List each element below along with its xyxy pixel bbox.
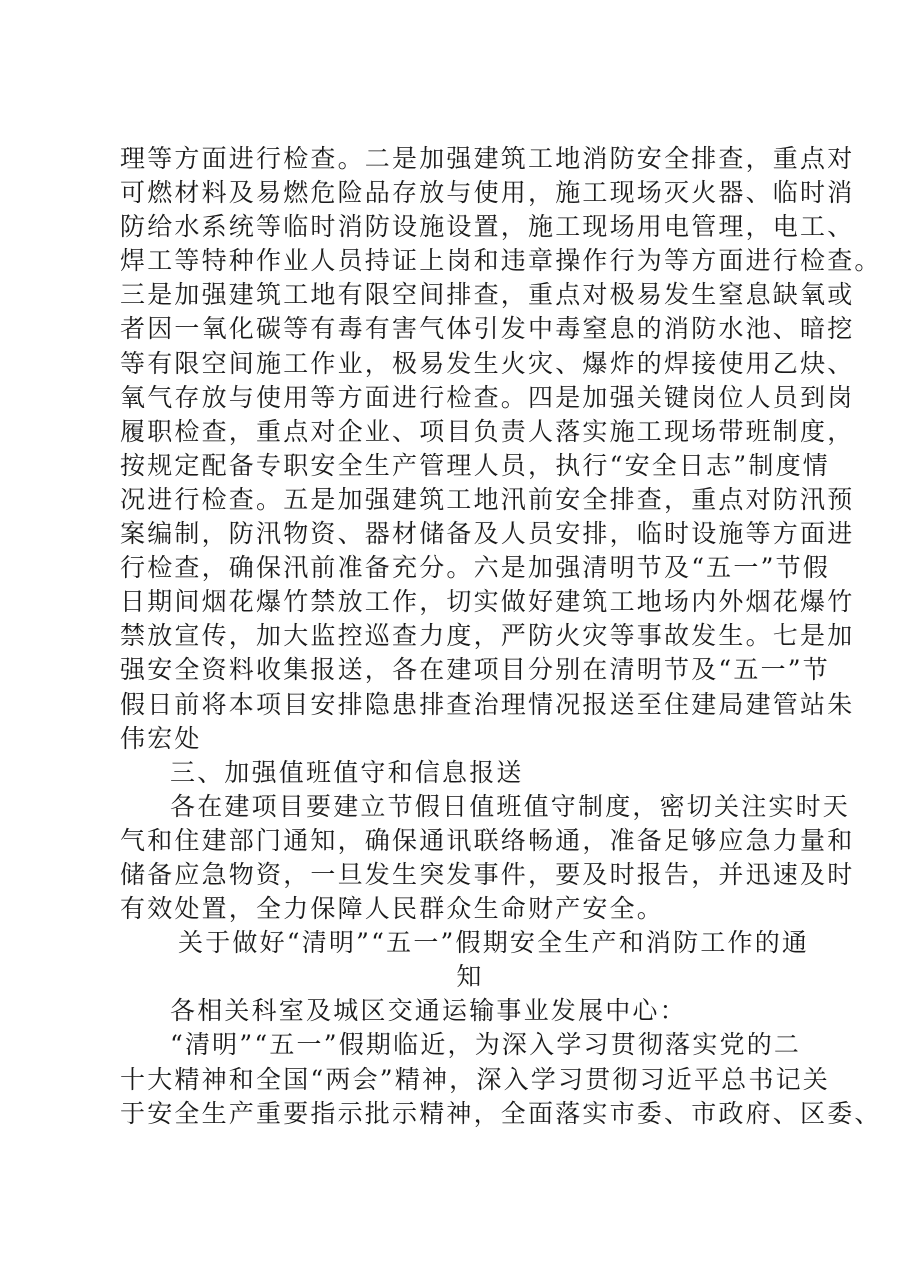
body-line: 履职检查，重点对企业、项目负责人落实施工现场带班制度， [120, 416, 855, 446]
body-line: 等有限空间施工作业，极易发生火灾、爆炸的焊接使用乙炔、 [120, 348, 855, 378]
body-line: 有效处置，全力保障人民群众生命财产安全。 [120, 894, 665, 924]
body-line: 各在建项目要建立节假日值班值守制度，密切关注实时天 [170, 791, 851, 821]
body-line: 伟宏处 [120, 723, 202, 753]
body-line: 氧气存放与使用等方面进行检查。四是加强关键岗位人员到岗 [120, 382, 855, 412]
addressee-line: 各相关科室及城区交通运输事业发展中心： [170, 996, 687, 1026]
body-line: “清明”“五一”假期临近，为深入学习贯彻落实党的二 [170, 1030, 802, 1060]
notice-title: 关于做好“清明”“五一”假期安全生产和消防工作的通 [178, 928, 810, 958]
notice-title-continued: 知 [456, 962, 484, 992]
body-line: 三是加强建筑工地有限空间排查，重点对极易发生窒息缺氧或 [120, 280, 855, 310]
body-line: 按规定配备专职安全生产管理人员，执行“安全日志”制度情 [120, 450, 830, 480]
body-line: 十大精神和全国“两会”精神，深入学习贯彻习近平总书记关 [120, 1064, 830, 1094]
body-line: 焊工等特种作业人员持证上岗和违章操作行为等方面进行检查。 [120, 246, 882, 276]
body-line: 日期间烟花爆竹禁放工作，切实做好建筑工地场内外烟花爆竹 [120, 587, 855, 617]
body-line: 案编制，防汛物资、器材储备及人员安排，临时设施等方面进 [120, 519, 855, 549]
body-line: 储备应急物资，一旦发生突发事件，要及时报告，并迅速及时 [120, 859, 855, 889]
body-line: 强安全资料收集报送，各在建项目分别在清明节及“五一”节 [120, 655, 830, 685]
body-line: 理等方面进行检查。二是加强建筑工地消防安全排查，重点对 [120, 144, 855, 173]
body-line: 假日前将本项目安排隐患排查治理情况报送至住建局建管站朱 [120, 689, 855, 719]
body-line: 气和住建部门通知，确保通讯联络畅通，准备足够应急力量和 [120, 825, 855, 855]
body-line: 可燃材料及易燃危险品存放与使用，施工现场灭火器、临时消 [120, 178, 855, 208]
body-line: 禁放宣传，加大监控巡查力度，严防火灾等事故发生。七是加 [120, 621, 855, 651]
body-line: 况进行检查。五是加强建筑工地汛前安全排查，重点对防汛预 [120, 484, 855, 514]
body-line: 者因一氧化碳等有毒有害气体引发中毒窒息的消防水池、暗挖 [120, 314, 855, 344]
body-line: 防给水系统等临时消防设施设置，施工现场用电管理，电工、 [120, 212, 855, 242]
body-line: 于安全生产重要指示批示精神，全面落实市委、市政府、区委、 [120, 1098, 882, 1128]
section-heading: 三、加强值班值守和信息报送 [170, 757, 524, 787]
document-body [120, 142, 882, 1131]
body-line: 行检查，确保汛前准备充分。六是加强清明节及“五一”节假 [120, 553, 830, 583]
